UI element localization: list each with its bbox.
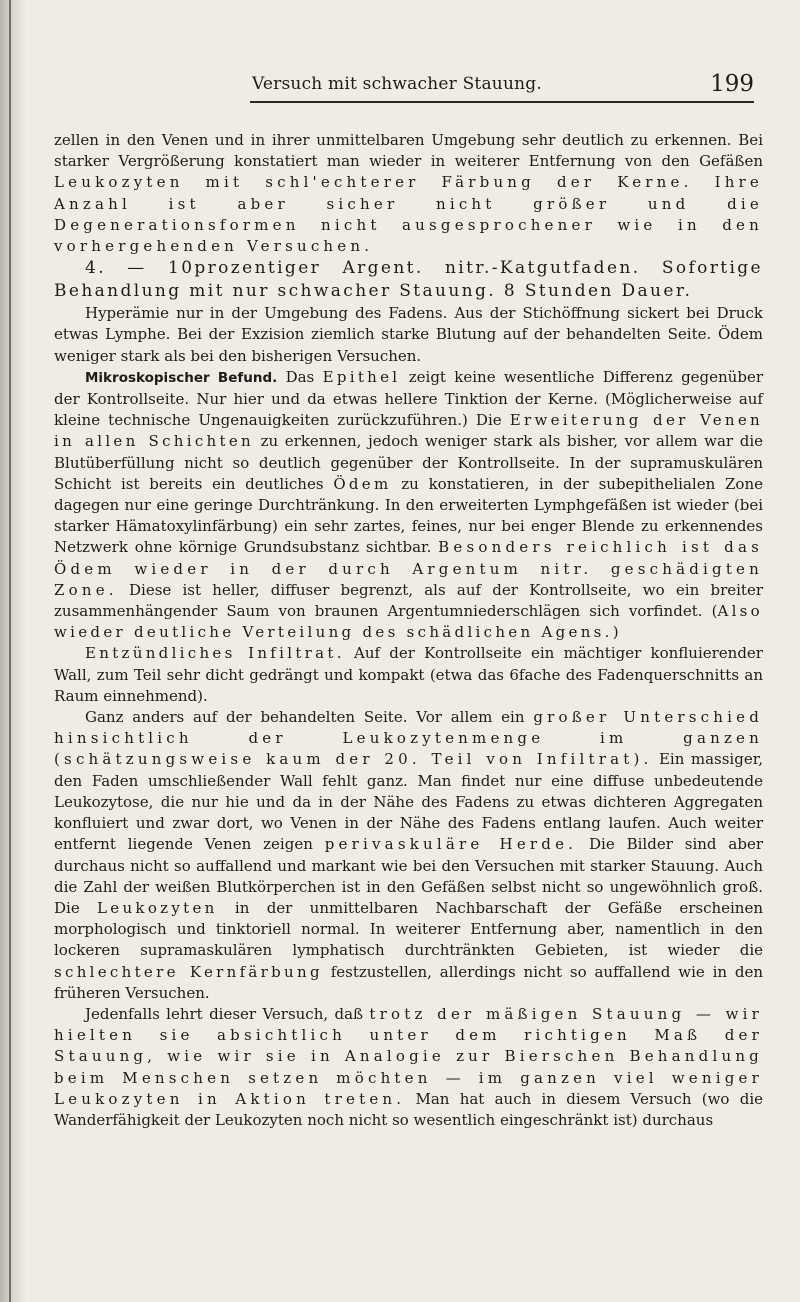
paragraph-4 [54, 643, 763, 707]
text-run: festzustellen, allerdings nicht so auffallend wie in den früheren Versuchen. [54, 962, 763, 1002]
spaced-text: Leukozyten mit schl'echterer Färbung der Kerne. Ihre Anzahl ist aber sicher nicht größer und die Degenerationsformen nicht ausgesprochener wie in den vorhergehenden Versuchen. [54, 173, 763, 256]
text-run: zu konstatieren, in der subepithelialen Zone dagegen nur eine geringe Durchtränkung. In den erweiterten Lymphgefäßen ist wieder (bei starker Hämatoxylinfärbung) ein sehr zartes, feines, nur bei enger Blende zu erkennendes Netzwerk ohne körnige Grundsubstanz sichtbar. [54, 474, 764, 557]
page-body [54, 130, 763, 1131]
spaced-text: schlechtere Kernfärbung [54, 962, 323, 981]
heading-text: 10prozentiger Argent. nitr.-Katgutfaden. Sofortige Behandlung mit nur schwacher Stauung. 8 Stunden Dauer. [54, 258, 763, 302]
paragraph-6 [54, 1004, 763, 1131]
spaced-text: Besonders reichlich ist das Ödem wieder in der durch Argentum nitr. geschädigten Zone. [54, 538, 763, 599]
text-run: Man hat auch in diesem Versuch (wo die Wanderfähigkeit der Leukozyten noch nicht so wesentlich eingeschränkt ist) durchaus [54, 1089, 763, 1129]
spaced-text: Erweiterung der Venen in allen Schichten [54, 411, 764, 451]
book-gutter [0, 0, 26, 1302]
text-run: Die Bilder sind aber durchaus nicht so auffallend und markant wie bei den Versuchen mit starker Stauung. Auch die Zahl der weißen Blutkörperchen ist in den Gefäßen selbst nicht so ungewöhnlich groß. Die [54, 835, 764, 917]
heading-number: 4. — [85, 258, 169, 279]
section-label: Mikroskopischer Befund. [85, 369, 278, 386]
gutter-edge-line [9, 0, 11, 1302]
running-title: Versuch mit schwacher Stauung. [252, 74, 542, 94]
text-run: Ganz anders auf der behandelten Seite. Vor allem ein [85, 708, 534, 727]
page-number: 199 [710, 71, 754, 97]
spaced-text: Also wieder deutliche Verteilung des schädlichen Agens. [54, 602, 763, 642]
text-run: zeigt keine wesentliche Differenz gegenüber der Kontrollseite. Nur hier und da etwas hellere Tinktion der Kerne. (Möglicherweise auf kleine technische Ungenauigkeiten zurückzuführen.) Die [54, 367, 763, 430]
text-run: zu erkennen, jedoch weniger stark als bisher, vor allem war die Blutüberfüllung nicht so deutlich gegenüber der Kontrollseite. In der supramuskulären Schicht ist bereits ein deutliches [54, 432, 763, 493]
section-heading [54, 257, 763, 303]
spaced-text: großer Unterschied hinsichtlich der Leukozytenmenge im ganzen (schätzungsweise kaum der 20. Teil von Infiltrat). [54, 708, 763, 769]
text-run: Auf der Kontrollseite ein mächtiger konfluierender Wall, zum Teil sehr dicht gedrängt und kompakt (etwa das 6fache des Fadenquerschnitts an Raum einnehmend). [54, 644, 763, 705]
paragraph-5 [54, 707, 763, 1004]
spaced-text: Epithel [322, 367, 401, 386]
page-header [30, 71, 776, 108]
text-run: Diese ist heller, diffuser begrenzt, als auf der Kontrollseite, wo ein breiter zusammenhängender Saum von braunen Argentumniederschlägen sich vorfindet. ( [54, 580, 763, 621]
spaced-text: Entzündliches Infiltrat. [85, 644, 345, 663]
text-run: Ein massiger, den Faden umschließender Wall fehlt ganz. Man findet nur eine diffuse unbedeutende Leukozytose, die nur hie und da in der Nähe des Fadens zu etwas dichteren Aggregaten konfluiert und zwar dort, wo Venen in der Nähe des Fadens entlang laufen. Auch weiter entfernt liegende Venen zeigen [54, 750, 763, 854]
text-run: Jedenfalls lehrt dieser Versuch, daß [85, 1004, 370, 1023]
text-run: Das [277, 367, 323, 386]
spaced-text: perivaskuläre Herde. [324, 835, 578, 854]
text-run: ) [612, 623, 619, 642]
paragraph-1 [54, 130, 763, 257]
header-rule [250, 101, 754, 103]
text-run: in der unmittelbaren Nachbarschaft der Gefäße erscheinen morphologisch und tinktoriell normal. In weiterer Entfernung aber, namentlich in den lockeren supramaskulären lymphatisch durchtränkten Gebieten, ist wieder die [54, 898, 764, 960]
paragraph-2: Hyperämie nur in der Umgebung des Fadens. Aus der Stichöffnung sickert bei Druck etwas Lymphe. Bei der Exzision ziemlich starke Blutung auf der behandelten Seite. Ödem weniger stark als bei den bisherigen Versuchen. [54, 304, 763, 365]
text-run: zellen in den Venen und in ihrer unmittelbaren Umgebung sehr deutlich zu erkennen. Bei starker Vergrößerung konstatiert man wieder in weiterer Entfernung von den Gefäßen [54, 131, 763, 171]
paragraph-3 [54, 367, 763, 644]
spaced-text: Leukozyten [97, 898, 218, 917]
spaced-text: Ödem [333, 474, 392, 493]
spaced-text: trotz der mäßigen Stauung — wir hielten sie absichtlich unter dem richtigen Maß der Stauung, wie wir sie in Analogie zur Bierschen Behandlung beim Menschen setzen möchten — im ganzen viel weniger Leukozyten in Aktion treten. [54, 1004, 763, 1108]
